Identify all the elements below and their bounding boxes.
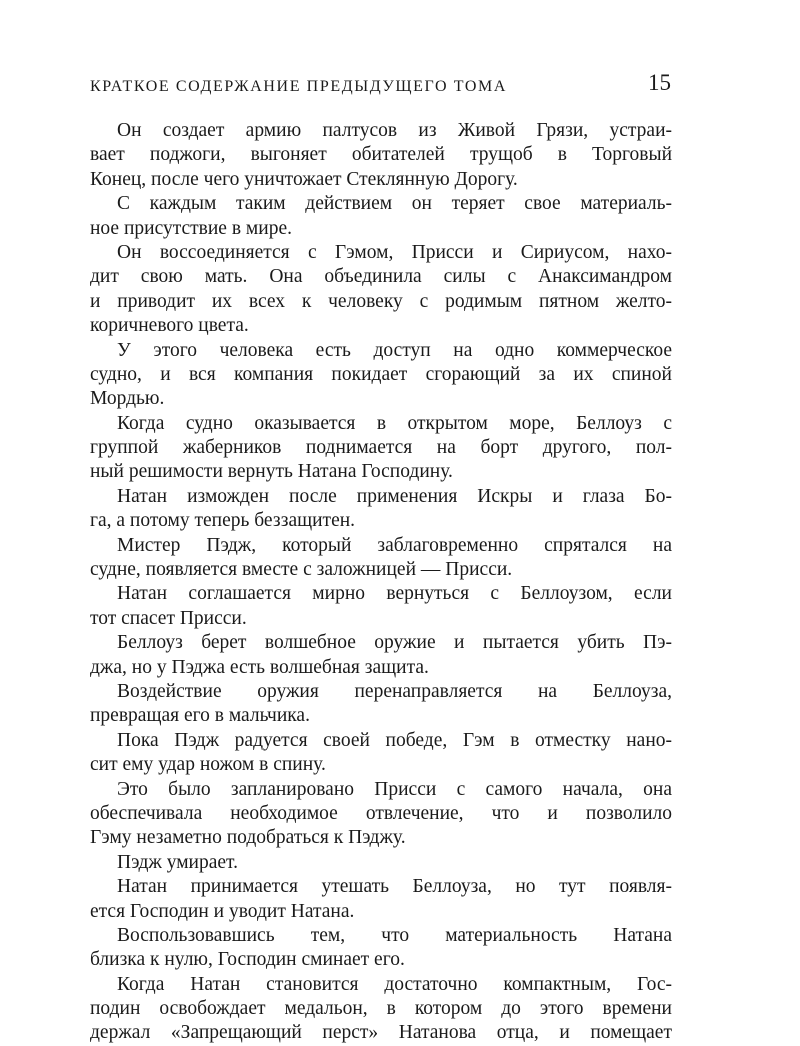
text-line: джа, но у Пэджа есть волшебная защита. [90, 656, 429, 678]
text-line: обеспечивала необходимое отвлечение, что и позволило [90, 802, 672, 824]
text-line: и приводит их всех к человеку с родимым пятном желто- [90, 290, 672, 312]
page-number: 15 [648, 70, 671, 95]
text-line: Воспользовавшись тем, что материальность Натана [117, 924, 672, 946]
text-line: сит ему удар ножом в спину. [90, 754, 326, 776]
text-line: судно, и вся компания покидает сгорающий за их спиной [90, 363, 672, 385]
text-line: ное присутствие в мире. [90, 217, 292, 239]
text-line: Это было запланировано Присси с самого начала, она [117, 778, 672, 800]
text-line: Гэму незаметно подобраться к Пэджу. [90, 827, 406, 849]
text-line: Он создает армию палтусов из Живой Грязи, устраи- [117, 120, 672, 141]
text-line: тот спасет Присси. [90, 607, 247, 629]
text-line: группой жаберников поднимается на борт другого, пол- [90, 437, 672, 459]
text-line: Мордью. [90, 388, 165, 410]
text-line: дит свою мать. Она объединила силы с Анаксимандром [90, 266, 672, 288]
text-line: У этого человека есть доступ на одно коммерческое [117, 339, 672, 361]
text-line: Конец, после чего уничтожает Стеклянную Дорогу. [90, 168, 518, 190]
text-line: ется Господин и уводит Натана. [90, 900, 355, 922]
text-line: Когда Натан становится достаточно компактным, Гос- [117, 973, 672, 995]
body-text [90, 119, 672, 1046]
text-line: коричневого цвета. [90, 315, 249, 337]
text-line: подин освобождает медальон, в котором до этого времени [90, 998, 672, 1020]
text-line: га, а потому теперь беззащитен. [90, 510, 356, 532]
text-line: Пэдж умирает. [117, 851, 238, 873]
text-line: вает поджоги, выгоняет обитателей трущоб в Торговый [90, 144, 672, 166]
text-line: Пока Пэдж радуется своей победе, Гэм в отместку нано- [117, 729, 672, 751]
text-line: Он воссоединяется с Гэмом, Присси и Сириусом, нахо- [117, 241, 672, 263]
text-line: судне, появляется вместе с заложницей — Присси. [90, 559, 513, 581]
text-line: Беллоуз берет волшебное оружие и пытается убить Пэ- [117, 632, 672, 654]
text-line: Когда судно оказывается в открытом море, Беллоуз с [117, 412, 672, 434]
text-line: превращая его в мальчика. [90, 705, 310, 727]
text-line: Воздействие оружия перенаправляется на Беллоуза, [117, 680, 672, 702]
text-line: ный решимости вернуть Натана Господину. [90, 461, 453, 483]
text-line: Мистер Пэдж, который заблаговременно спрятался на [117, 534, 672, 556]
text-line: Натан соглашается мирно вернуться с Беллоузом, если [117, 583, 672, 605]
text-line: Натан изможден после применения Искры и глаза Бо- [117, 485, 672, 507]
running-title: КРАТКОЕ СОДЕРЖАНИЕ ПРЕДЫДУЩЕГО ТОМА [90, 78, 508, 95]
text-line: С каждым таким действием он теряет свое материаль- [117, 193, 672, 215]
text-line: держал «Запрещающий перст» Натанова отца, и помещает [90, 1022, 672, 1044]
text-line: Натан принимается утешать Беллоуза, но тут появля- [117, 876, 672, 898]
text-line: близка к нулю, Господин сминает его. [90, 949, 405, 971]
